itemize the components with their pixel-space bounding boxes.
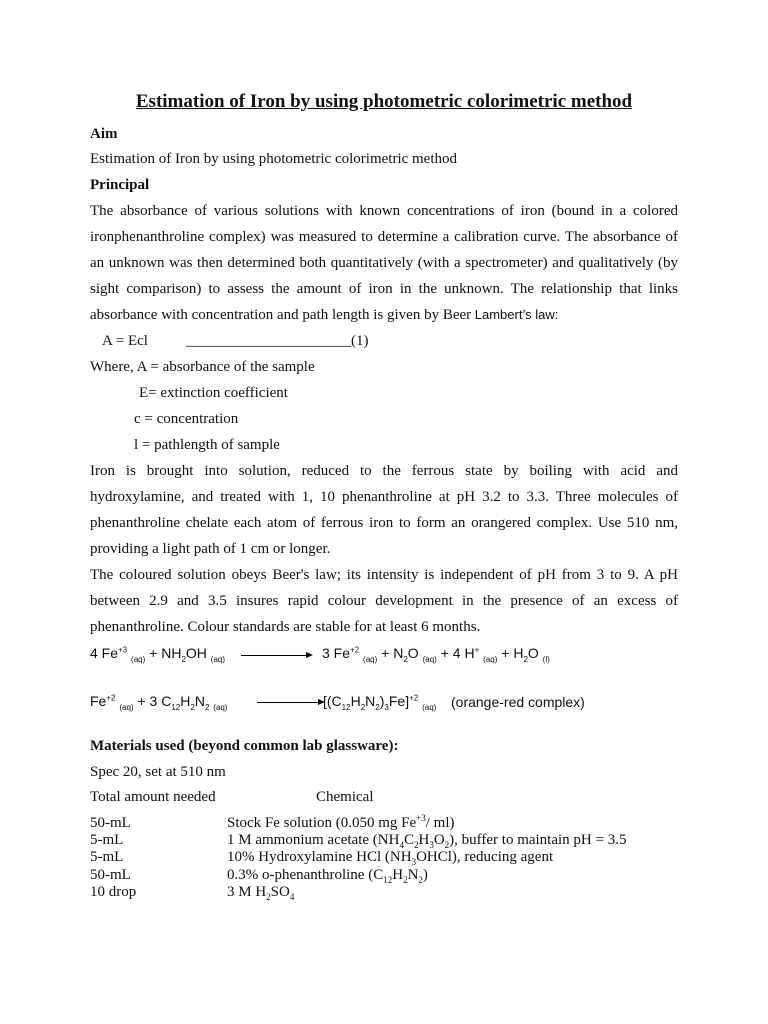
material-chemical: 10% Hydroxylamine HCl $(NH_3OHCl)$, reducing agent	[227, 849, 554, 867]
material-chemical: 0.3% o-phenanthroline $(C_{12}H_2N_2)$	[227, 867, 428, 885]
material-amount: 50-mL	[90, 815, 131, 831]
reaction-arrow-icon	[257, 702, 323, 703]
material-chemical: 1 M ammonium acetate $(NH_4C_2H_3O_2)$, buffer to maintain pH = 3.5	[227, 832, 627, 850]
principal-line: ironphenanthroline complex) was measured to determine a calibration curve. The absorbance of	[90, 229, 678, 245]
procedure-line: phenanthroline chelate each atom of ferrous iron to form an orangered complex. Use 510 nm,	[90, 515, 678, 531]
beer-law-line-last: phenanthroline. Colour standards are stable for at least 6 months.	[90, 619, 481, 635]
principal-heading: Principal	[90, 177, 150, 193]
procedure-line-last: providing a light path of 1 cm or longer.	[90, 541, 331, 557]
beer-law-equation: A = Ecl	[102, 333, 148, 349]
aim-heading: Aim	[90, 126, 118, 142]
reaction1-products: 3 $Fe^{+2}$ $_{(aq)} + N_2O$ $_{(aq)}$ + 4 H+ $_{(aq)} + H_2O$ $_{(l)}$	[322, 645, 550, 664]
material-chemical: 3 M $H_2SO_4$	[227, 884, 295, 902]
material-amount: 10 drop	[90, 884, 137, 900]
principal-line-last	[90, 307, 558, 324]
principal-line: sight comparison) to assess the amount of iron in the unknown. The relationship that links	[90, 281, 678, 297]
aim-text: Estimation of Iron by using photometric colorimetric method	[90, 151, 458, 167]
material-amount: 5-mL	[90, 849, 124, 865]
material-amount: 5-mL	[90, 832, 124, 848]
where-line: l = pathlength of sample	[134, 437, 280, 453]
where-line: Where, A = absorbance of the sample	[90, 359, 315, 375]
reaction2-product: $[(C_{12}H_2N_2)_3Fe]^{+2}$ $_{(aq)}$	[323, 693, 437, 712]
beer-law-line: The coloured solution obeys Beer's law; its intensity is independent of pH from 3 to 9. A pH	[90, 567, 678, 583]
procedure-line: Iron is brought into solution, reduced to the ferrous state by boiling with acid and	[90, 463, 678, 479]
page-title: Estimation of Iron by using photometric colorimetric method	[135, 91, 633, 112]
reaction1-reactants: 4 $Fe^{+3}$ $_{(aq)} + NH_2OH$ $_{(aq)}$	[90, 645, 226, 664]
reaction2-note: (orange-red complex)	[451, 694, 585, 710]
where-line: E= extinction coefficient	[139, 385, 288, 401]
principal-line: The absorbance of various solutions with known concentrations of iron (bound in a colored	[90, 203, 678, 219]
material-chemical: Stock Fe solution (0.050 mg $Fe^{+3}/$ ml)	[227, 813, 455, 831]
beer-law-line: between 2.9 and 3.5 insures rapid colour development in the presence of an excess of	[90, 593, 678, 609]
col-amount-header: Total amount needed	[90, 789, 216, 805]
reaction-arrow-icon	[241, 655, 311, 656]
spec-setting: Spec 20, set at 510 nm	[90, 764, 226, 780]
principal-line: an unknown was then determined both quantitatively (with a spectrometer) and qualitatively (by	[90, 255, 678, 271]
materials-heading: Materials used (beyond common lab glassware):	[90, 738, 399, 754]
procedure-line: hydroxylamine, and treated with 1, 10 phenanthroline at pH 3.2 to 3.3. Three molecules of	[90, 489, 678, 505]
beer-lambert-law: Lambert’s law:	[471, 307, 559, 322]
principal-line-text: absorbance with concentration and path length is given by Beer	[90, 307, 472, 323]
equation-number: ______________________(1)	[186, 333, 369, 349]
material-amount: 50-mL	[90, 867, 131, 883]
reaction2-reactants: $Fe^{+2}$ $_{(aq)}$ + 3 $C_{12}H_2N_2$ $_{(aq)}$	[90, 693, 228, 712]
where-line: c = concentration	[134, 411, 239, 427]
col-chemical-header: Chemical	[316, 789, 374, 805]
